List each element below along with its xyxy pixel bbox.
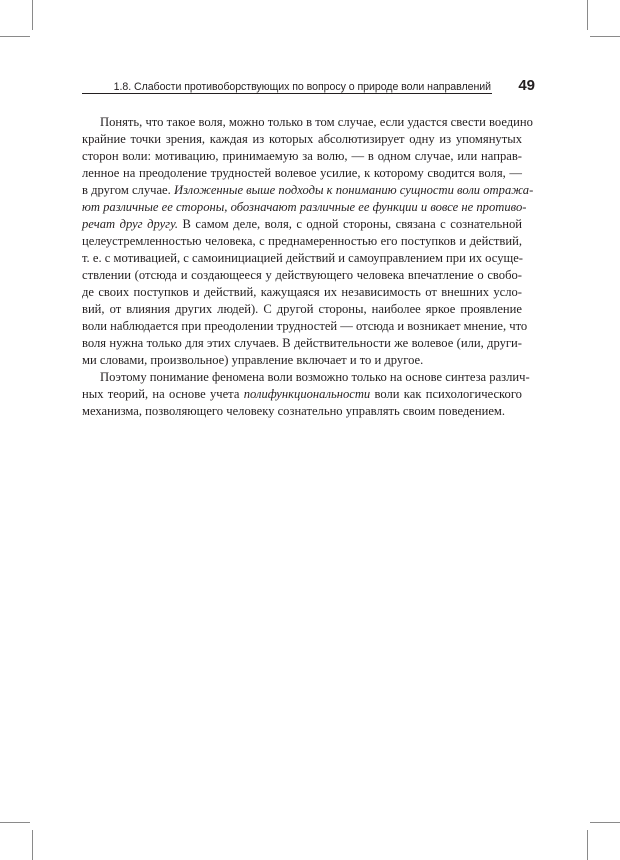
text-segment: ми словами, произвольное) управление включает и то и другое. [82, 353, 424, 367]
text-segment: Поэтому понимание феномена воли возможно только на основе синтеза различ- [100, 370, 530, 384]
text-line [82, 216, 522, 233]
body-text [82, 114, 534, 420]
crop-mark [590, 36, 620, 37]
text-segment: в другом случае. [82, 183, 174, 197]
text-segment: ленное на преодоление трудностей волевое усилие, к которому сводится воля, — [82, 166, 522, 180]
text-line [82, 267, 522, 284]
crop-mark [587, 830, 588, 860]
crop-mark [0, 822, 30, 823]
text-line [82, 284, 522, 301]
text-line [82, 352, 522, 369]
text-line [82, 182, 534, 199]
text-segment: воли как психологического [370, 387, 522, 401]
paragraph [82, 369, 530, 420]
page-number: 49 [518, 77, 535, 94]
crop-mark [590, 822, 620, 823]
text-segment: ствлении (отсюда и создающееся у действующего человека впечатление о свобо- [82, 268, 522, 282]
running-title: 1.8. Слабости противоборствующих по вопросу о природе воли направлений [113, 81, 491, 93]
text-line [82, 318, 528, 335]
text-segment: сторон воли: мотивацию, принимаемую за волю, — в одном случае, или направ- [82, 149, 522, 163]
text-line [82, 199, 527, 216]
text-segment: вий, от влияния других людей). С другой стороны, наиболее яркое проявление [82, 302, 522, 316]
text-segment: целеустремленностью человека, с преднамеренностью его поступков и действий, [82, 234, 522, 248]
text-line [82, 250, 522, 267]
italic-segment: ют различные ее стороны, обозначают различные ее функции и вовсе не противо- [82, 200, 527, 214]
italic-segment: полифункциональности [243, 387, 371, 401]
text-segment: механизма, позволяющего человеку сознательно управлять своим поведением. [82, 404, 506, 418]
text-line [82, 114, 533, 131]
text-segment: ных теорий, на основе учета [82, 387, 244, 401]
text-line [82, 369, 530, 386]
text-line [82, 233, 522, 250]
text-line [82, 165, 522, 182]
text-segment: воли наблюдается при преодолении трудностей — отсюда и возникает мнение, что [82, 319, 528, 333]
text-line [82, 403, 522, 420]
text-segment: В самом деле, воля, с одной стороны, связана с сознательной [178, 217, 523, 231]
running-header [82, 72, 537, 98]
italic-segment: Изложенные выше подходы к пониманию сущности воли отража- [173, 183, 534, 197]
header-rule [82, 93, 492, 94]
text-segment: крайние точки зрения, каждая из которых абсолютизирует одну из упомянутых [82, 132, 522, 146]
text-segment: т. е. с мотивацией, с самоинициацией действий и самоуправлением при их осуще- [82, 251, 523, 265]
crop-mark [587, 0, 588, 30]
text-segment: Понять, что такое воля, можно только в том случае, если удастся свести воедино [100, 115, 533, 129]
paragraph [82, 114, 534, 369]
text-line [82, 131, 522, 148]
text-line [82, 386, 522, 403]
crop-mark [32, 0, 33, 30]
text-segment: воля нужна только для этих случаев. В действительности же волевое (или, други- [82, 336, 522, 350]
italic-segment: речат друг другу. [82, 217, 179, 231]
text-line [82, 335, 522, 352]
crop-mark [0, 36, 30, 37]
text-line [82, 148, 522, 165]
crop-mark [32, 830, 33, 860]
text-segment: де своих поступков и действий, кажущаяся их независимость от внешних усло- [82, 285, 522, 299]
text-line [82, 301, 522, 318]
